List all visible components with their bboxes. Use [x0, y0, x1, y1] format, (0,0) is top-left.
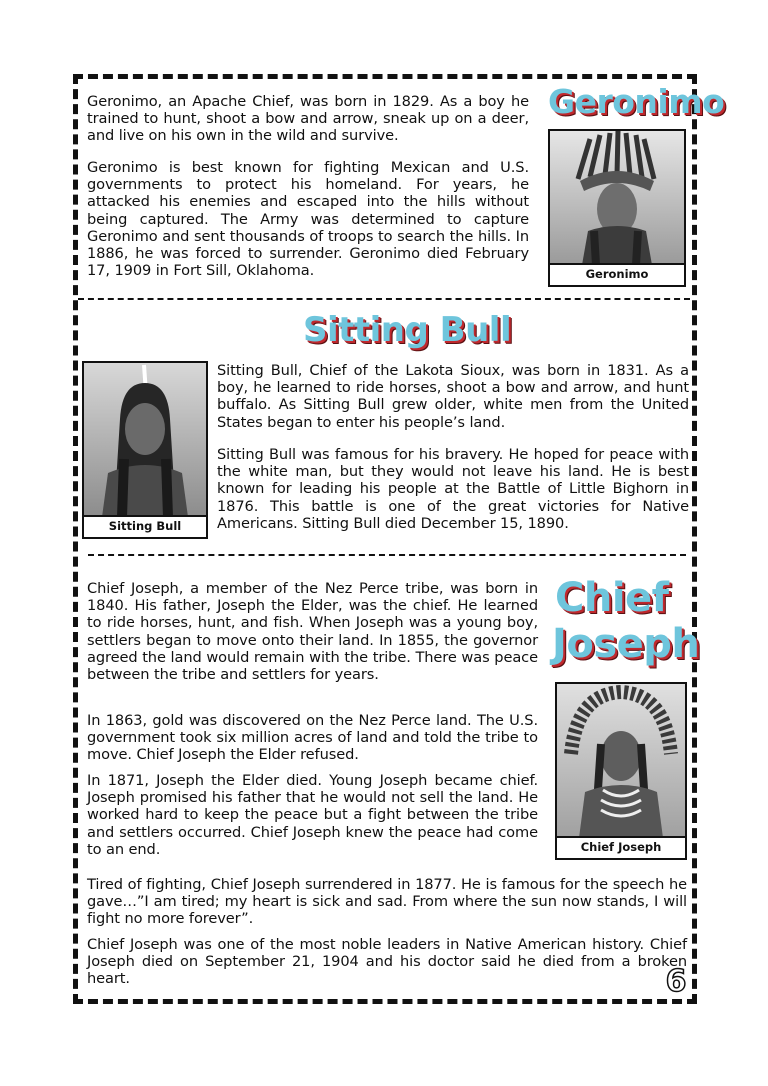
page-number: 6 [665, 964, 687, 999]
chief-joseph-title-line-2: Joseph [552, 621, 700, 667]
chief-joseph-title-line-1: Chief [555, 575, 669, 621]
chief-joseph-paragraph-1: Chief Joseph, a member of the Nez Perce tribe, was born in 1840. His father, Joseph the Elder, was the chief. He learned to ride horses, hunt, and fish. When Joseph was a young boy, settlers began to move onto their land. In 1855, the governor agreed the land would remain with the tribe. There was peace between the tribe and settlers for years. [87, 580, 538, 684]
chief-joseph-caption: Chief Joseph [557, 836, 685, 858]
section-divider-2 [88, 554, 686, 556]
sitting-bull-paragraph-1: Sitting Bull, Chief of the Lakota Sioux, was born in 1831. As a boy, he learned to ride horses, shoot a bow and arrow, and hunt buffalo. As Sitting Bull grew older, white men from the United States began to enter his people’s land. [217, 362, 689, 431]
geronimo-caption: Geronimo [550, 263, 684, 285]
geronimo-paragraph-1: Geronimo, an Apache Chief, was born in 1829. As a boy he trained to hunt, shoot a bow and arrow, sneak up on a deer, and live on his own in the wild and survive. [87, 93, 529, 145]
section-divider-1 [78, 298, 690, 300]
chief-joseph-paragraph-4: Tired of fighting, Chief Joseph surrendered in 1877. He is famous for the speech he gave…”I am tired; my heart is sick and sad. From where the sun now stands, I will fight no more forever”. [87, 876, 687, 928]
sitting-bull-photo [82, 361, 208, 539]
sitting-bull-portrait-image [84, 363, 206, 517]
sitting-bull-paragraph-2: Sitting Bull was famous for his bravery. He hoped for peace with the white man, but they would not leave his land. He is best known for leading his people at the Battle of Little Bighorn in 1876. This battle is one of the great victories for Native Americans. Sitting Bull died December 15, 1890. [217, 446, 689, 532]
sitting-bull-caption: Sitting Bull [84, 515, 206, 537]
chief-joseph-paragraph-3: In 1871, Joseph the Elder died. Young Joseph became chief. Joseph promised his father that he would not sell the land. He worked hard to keep the peace but a fight between the tribe and settlers occurred. Chief Joseph knew the peace had come to an end. [87, 772, 538, 858]
chief-joseph-photo [555, 682, 687, 860]
geronimo-title: Geronimo [548, 82, 725, 121]
geronimo-portrait-image [550, 131, 684, 265]
chief-joseph-paragraph-5: Chief Joseph was one of the most noble leaders in Native American history. Chief Joseph died on September 21, 1904 and his doctor said he died from a broken heart. [87, 936, 687, 988]
chief-joseph-paragraph-2: In 1863, gold was discovered on the Nez Perce land. The U.S. government took six million acres of land and told the tribe to move. Chief Joseph the Elder refused. [87, 712, 538, 764]
sitting-bull-title: Sitting Bull [303, 310, 512, 350]
chief-joseph-portrait-image [557, 684, 685, 838]
geronimo-photo [548, 129, 686, 287]
geronimo-paragraph-2: Geronimo is best known for fighting Mexican and U.S. governments to protect his homeland. For years, he attacked his enemies and escaped into the hills without being captured. The Army was determined to capture Geronimo and sent thousands of troops to search the hills. In 1886, he was forced to surrender. Geronimo died February 17, 1909 in Fort Sill, Oklahoma. [87, 159, 529, 280]
